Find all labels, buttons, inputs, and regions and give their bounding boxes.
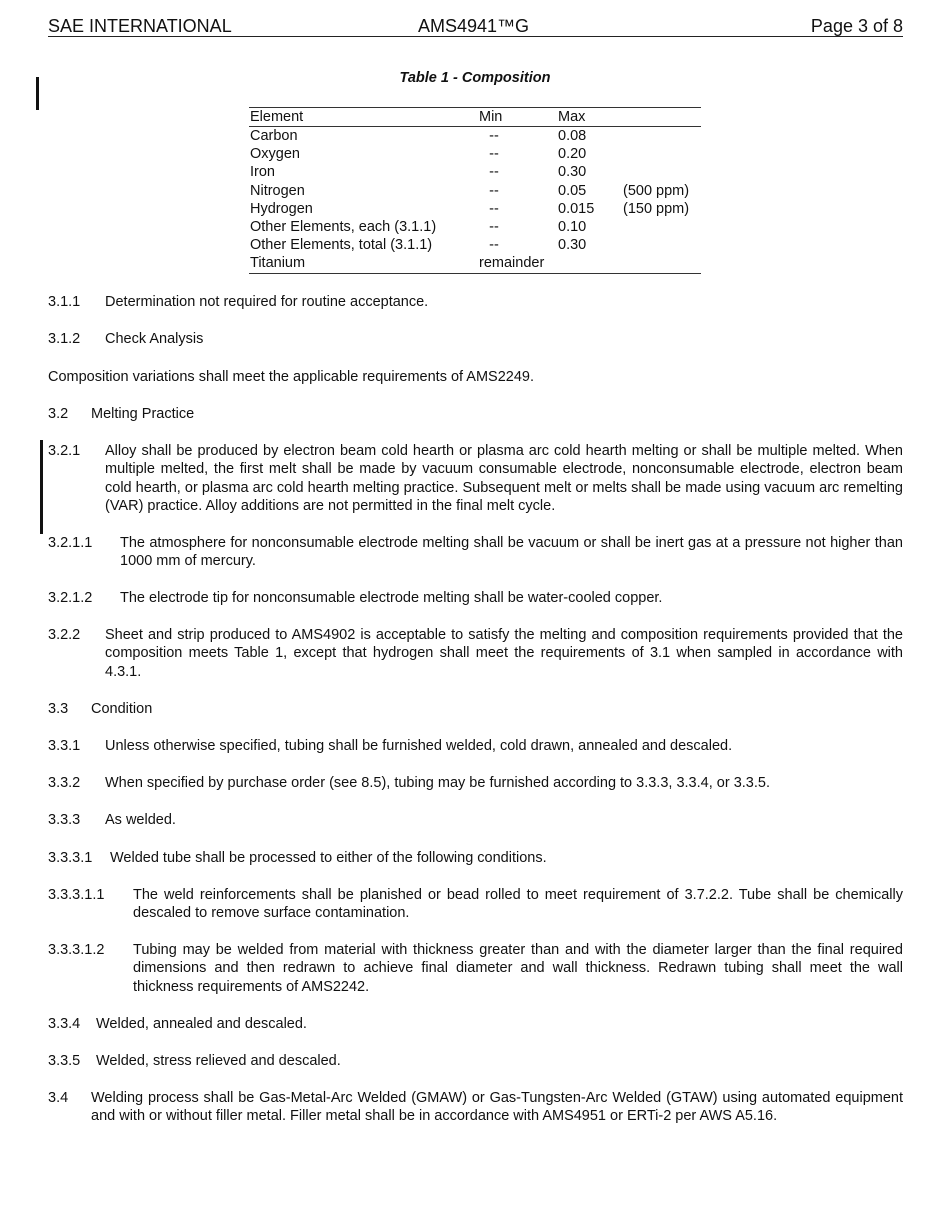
paragraph-text: Check Analysis (105, 331, 204, 347)
max-cell: 0.30 (558, 237, 587, 254)
paragraph (48, 941, 903, 996)
section-title: Melting Practice (91, 406, 195, 422)
min-cell: -- (489, 237, 499, 254)
note-cell: (150 ppm) (623, 200, 690, 217)
section-heading (48, 700, 903, 718)
section-number: 3.2 (48, 406, 69, 422)
max-cell: 0.30 (558, 164, 587, 181)
section-number: 3.3.3.1 (48, 850, 93, 866)
paragraph-text: Welded, annealed and descaled. (96, 1016, 307, 1032)
paragraph-text: The weld reinforcements shall be planished or bead rolled to meet requirement of 3.7.2.2. Tube shall be chemically descaled to remove surface contamination. (133, 887, 903, 922)
max-cell: 0.05 (558, 182, 587, 199)
element-cell: Oxygen (250, 146, 300, 163)
section-number: 3.3.1 (48, 738, 81, 754)
table-row (249, 127, 701, 145)
table-row (249, 200, 701, 218)
paragraph (48, 811, 903, 829)
min-cell: -- (489, 128, 499, 144)
section-number: 3.3.3 (48, 812, 81, 828)
element-cell: Nitrogen (250, 182, 305, 199)
section-number: 3.3.3.1.1 (48, 887, 105, 903)
element-cell: Other Elements, total (3.1.1) (250, 237, 433, 254)
paragraph-text: Alloy shall be produced by electron beam cold hearth or plasma arc cold hearth melting or shall be multiple melted. When multiple melted, the first melt shall be made by vacuum consumable electrode, nonconsumable electrode, electron beam cold hearth, or plasma arc cold hearth melting practice. Subsequent melt or melts shall be made using vacuum arc remelting (VAR) practice. Alloy additions are not permitted in the final melt cycle. (105, 443, 903, 514)
org-name: SAE INTERNATIONAL (48, 16, 232, 36)
paragraph (48, 293, 903, 311)
paragraph-text: Determination not required for routine acceptance. (105, 294, 429, 310)
table-row (249, 145, 701, 163)
section-number: 3.2.1.2 (48, 590, 93, 606)
max-cell: 0.08 (558, 128, 587, 144)
column-header-min: Min (479, 109, 503, 125)
paragraph-text: Composition variations shall meet the applicable requirements of AMS2249. (48, 369, 535, 385)
element-cell: Titanium (250, 255, 306, 272)
paragraph (48, 589, 903, 607)
paragraph-text: The atmosphere for nonconsumable electrode melting shall be vacuum or shall be inert gas at a pressure not higher than 1000 mm of mercury. (120, 535, 903, 570)
element-cell: Other Elements, each (3.1.1) (250, 218, 437, 235)
min-cell: remainder (479, 255, 545, 272)
page-header (48, 16, 903, 37)
paragraph-text: Welding process shall be Gas-Metal-Arc Welded (GMAW) or Gas-Tungsten-Arc Welded (GTAW) using automated equipment and with or without filler metal. Filler metal shall be in accordance with AMS4951 or ERTi-2 per AWS A5.16. (91, 1090, 903, 1125)
paragraph-text: Welded, stress relieved and descaled. (96, 1053, 341, 1069)
min-cell: -- (489, 146, 499, 163)
element-cell: Iron (250, 164, 275, 181)
min-cell: -- (489, 164, 499, 181)
paragraph (48, 1015, 903, 1033)
composition-table (249, 107, 701, 274)
table-title: Table 1 - Composition (399, 70, 551, 86)
section-number: 3.4 (48, 1090, 69, 1106)
max-cell: 0.20 (558, 146, 587, 163)
paragraph-text: Welded tube shall be processed to either of the following conditions. (110, 850, 547, 866)
paragraph (48, 626, 903, 681)
table-row (249, 182, 701, 200)
paragraph (48, 774, 903, 792)
column-header-max: Max (558, 109, 586, 125)
paragraph-text: Unless otherwise specified, tubing shall be furnished welded, cold drawn, annealed and descaled. (105, 738, 733, 754)
paragraph (48, 330, 903, 348)
paragraph-text: When specified by purchase order (see 8.5), tubing may be furnished according to 3.3.3, 3.3.4, or 3.3.5. (105, 775, 770, 791)
paragraph (48, 886, 903, 923)
paragraph (48, 737, 903, 755)
paragraph (48, 534, 903, 571)
column-header-element: Element (250, 109, 304, 125)
max-cell: 0.10 (558, 218, 587, 235)
note-cell: (500 ppm) (623, 182, 690, 199)
paragraph (48, 849, 903, 867)
section-number: 3.3 (48, 701, 69, 717)
table-row (249, 218, 701, 236)
paragraph (48, 1089, 903, 1126)
section-number: 3.1.1 (48, 294, 81, 310)
paragraph-text: As welded. (105, 812, 176, 828)
paragraph-text: The electrode tip for nonconsumable electrode melting shall be water-cooled copper. (120, 590, 663, 606)
page-number: Page 3 of 8 (810, 16, 903, 36)
paragraph (48, 368, 903, 386)
element-cell: Carbon (250, 128, 298, 144)
min-cell: -- (489, 200, 499, 217)
table-header-row (249, 108, 701, 127)
paragraph-text: Tubing may be welded from material with thickness greater than and with the diameter larger than the final required dimensions and then redrawn to achieve final diameter and wall thickness. Redrawn tubing shall meet the wall thickness requirements of AMS2242. (133, 942, 903, 995)
document-id: AMS4941™G (418, 16, 530, 36)
min-cell: -- (489, 182, 499, 199)
table-row (249, 236, 701, 254)
section-title: Condition (91, 701, 153, 717)
section-number: 3.3.2 (48, 775, 81, 791)
section-number: 3.2.2 (48, 627, 81, 643)
section-number: 3.1.2 (48, 331, 81, 347)
section-number: 3.3.4 (48, 1016, 81, 1032)
section-number: 3.3.5 (48, 1053, 81, 1069)
paragraph-text: Sheet and strip produced to AMS4902 is acceptable to satisfy the melting and composition requirements provided that the composition meets Table 1, except that hydrogen shall meet the requirements of 3.1 when sampled in accordance with 4.3.1. (105, 627, 903, 680)
revision-change-bar (40, 440, 43, 534)
section-number: 3.2.1.1 (48, 535, 93, 551)
max-cell: 0.015 (558, 200, 595, 217)
section-number: 3.3.3.1.2 (48, 942, 105, 958)
section-heading (48, 405, 903, 423)
section-number: 3.2.1 (48, 443, 81, 459)
table-row (249, 163, 701, 181)
paragraph (48, 442, 903, 515)
paragraph (48, 1052, 903, 1070)
table-row (249, 254, 701, 272)
min-cell: -- (489, 218, 499, 235)
element-cell: Hydrogen (250, 200, 313, 217)
